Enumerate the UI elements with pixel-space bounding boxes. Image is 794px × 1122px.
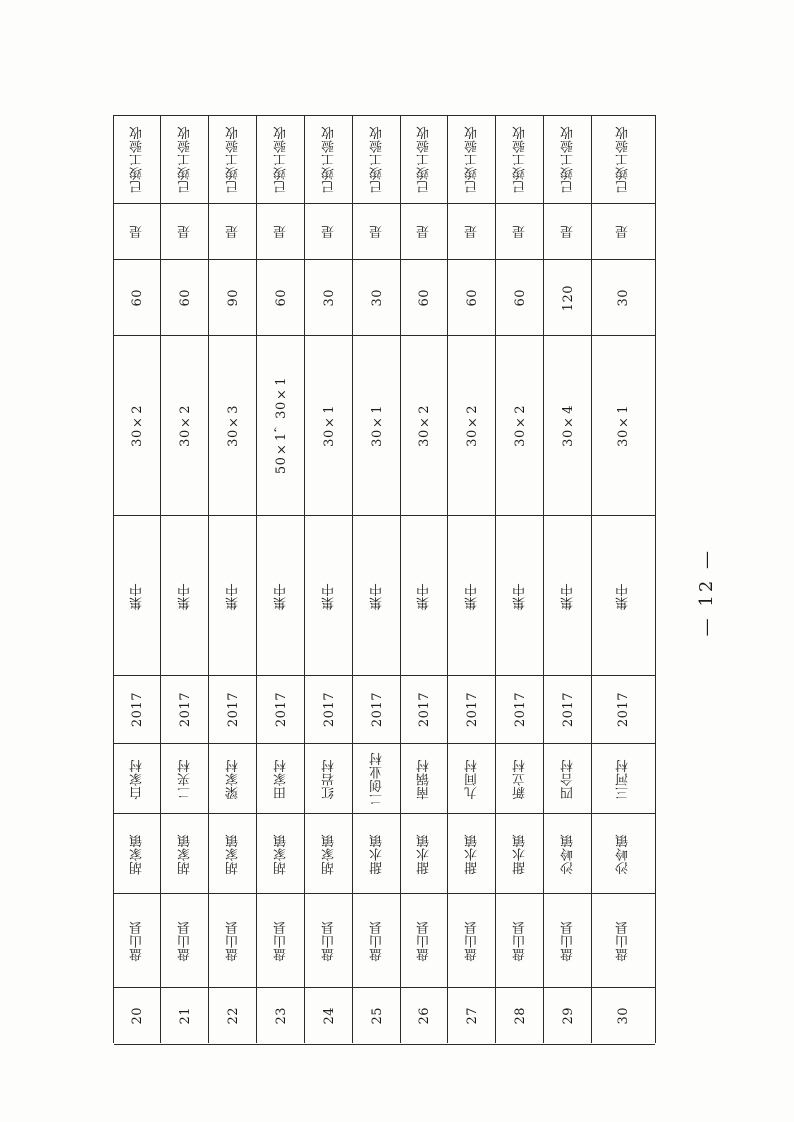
- spec-text: 30×2: [177, 405, 193, 447]
- cell-status: [114, 115, 161, 204]
- status-text: 已竣工验收: [369, 126, 385, 194]
- cell-yes: [544, 203, 592, 260]
- cell-year: [353, 675, 401, 744]
- cell-town: [496, 813, 544, 894]
- yes-text: 是: [512, 225, 528, 239]
- village-text: 白家村: [130, 758, 145, 800]
- no-text: 30: [616, 1007, 631, 1025]
- cell-town: [161, 813, 209, 894]
- cell-status: [257, 115, 305, 204]
- village-text: 南锅村: [417, 758, 432, 800]
- cell-village: [592, 743, 655, 814]
- cell-mode: [257, 515, 305, 676]
- county-text: 盘山县: [417, 920, 432, 962]
- cell-yes: [257, 203, 305, 260]
- cell-mode: [353, 515, 401, 676]
- yes-text: 是: [616, 225, 631, 239]
- cell-value: [401, 259, 448, 336]
- value-text: 60: [177, 289, 193, 307]
- spec-text: 30×1: [616, 405, 631, 447]
- cell-value: [496, 259, 544, 336]
- town-text: 甜水镇: [369, 833, 385, 875]
- village-text: 四合村: [560, 758, 576, 800]
- yes-text: 是: [273, 225, 289, 239]
- village-text: 九间村: [464, 758, 480, 800]
- yes-text: 是: [225, 225, 241, 239]
- cell-no: [592, 987, 655, 1045]
- year-text: 2017: [616, 692, 631, 728]
- cell-spec: [305, 335, 353, 516]
- no-text: 22: [225, 1007, 241, 1025]
- cell-no: [353, 987, 401, 1045]
- cell-no: [401, 987, 448, 1045]
- cell-year: [544, 675, 592, 744]
- value-text: 30: [321, 289, 337, 307]
- cell-town: [448, 813, 496, 894]
- yes-text: 是: [130, 225, 145, 239]
- cell-status: [544, 115, 592, 204]
- cell-no: [305, 987, 353, 1045]
- cell-county: [209, 893, 257, 988]
- cell-mode: [401, 515, 448, 676]
- county-text: 盘山县: [464, 920, 480, 962]
- status-text: 已竣工验收: [616, 126, 631, 194]
- cell-county: [544, 893, 592, 988]
- cell-county: [401, 893, 448, 988]
- year-text: 2017: [321, 692, 337, 728]
- town-text: 胡家镇: [177, 833, 193, 875]
- status-text: 已竣工验收: [417, 126, 432, 194]
- no-text: 24: [321, 1007, 337, 1025]
- cell-town: [544, 813, 592, 894]
- cell-no: [257, 987, 305, 1045]
- no-text: 23: [273, 1007, 289, 1025]
- mode-text: 集中: [616, 582, 631, 610]
- spec-text: 50×1，30×1: [273, 377, 289, 475]
- year-text: 2017: [417, 692, 432, 728]
- status-text: 已竣工验收: [273, 126, 289, 194]
- value-text: 60: [130, 289, 145, 307]
- cell-yes: [161, 203, 209, 260]
- cell-no: [161, 987, 209, 1045]
- status-text: 已竣工验收: [225, 126, 241, 194]
- yes-text: 是: [321, 225, 337, 239]
- yes-text: 是: [560, 225, 576, 239]
- town-text: 胡家镇: [130, 833, 145, 875]
- status-text: 已竣工验收: [321, 126, 337, 194]
- value-text: 30: [369, 289, 385, 307]
- table-row: [495, 115, 544, 1043]
- cell-town: [257, 813, 305, 894]
- town-text: 胡家镇: [273, 833, 289, 875]
- cell-value: [544, 259, 592, 336]
- cell-mode: [305, 515, 353, 676]
- cell-no: [114, 987, 161, 1045]
- cell-county: [448, 893, 496, 988]
- cell-spec: [209, 335, 257, 516]
- value-text: 60: [464, 289, 480, 307]
- mode-text: 集中: [417, 582, 432, 610]
- cell-village: [257, 743, 305, 814]
- no-text: 26: [417, 1007, 432, 1025]
- status-text: 已竣工验收: [177, 126, 193, 194]
- cell-no: [209, 987, 257, 1045]
- year-text: 2017: [464, 692, 480, 728]
- cell-spec: [496, 335, 544, 516]
- mode-text: 集中: [177, 582, 193, 610]
- status-text: 已竣工验收: [512, 126, 528, 194]
- county-text: 盘山县: [177, 920, 193, 962]
- cell-year: [209, 675, 257, 744]
- cell-mode: [161, 515, 209, 676]
- village-text: 二创业村: [369, 752, 385, 806]
- table-row: [160, 115, 209, 1043]
- year-text: 2017: [225, 692, 241, 728]
- cell-no: [544, 987, 592, 1045]
- cell-year: [305, 675, 353, 744]
- spec-text: 30×2: [417, 405, 432, 447]
- yes-text: 是: [177, 225, 193, 239]
- year-text: 2017: [177, 692, 193, 728]
- cell-county: [161, 893, 209, 988]
- value-text: 60: [417, 289, 432, 307]
- cell-town: [114, 813, 161, 894]
- table-row: [447, 115, 496, 1043]
- yes-text: 是: [417, 225, 432, 239]
- cell-spec: [401, 335, 448, 516]
- cell-status: [161, 115, 209, 204]
- cell-yes: [114, 203, 161, 260]
- cell-status: [305, 115, 353, 204]
- county-text: 盘山县: [560, 920, 576, 962]
- village-text: 梁家村: [225, 758, 241, 800]
- page-number: — 12 —: [696, 548, 717, 637]
- cell-year: [257, 675, 305, 744]
- cell-status: [401, 115, 448, 204]
- cell-no: [496, 987, 544, 1045]
- cell-mode: [448, 515, 496, 676]
- table-row: [591, 115, 656, 1043]
- cell-county: [305, 893, 353, 988]
- data-table: [113, 115, 654, 1043]
- county-text: 盘山县: [616, 920, 631, 962]
- year-text: 2017: [130, 692, 145, 728]
- county-text: 盘山县: [321, 920, 337, 962]
- village-text: 新立村: [512, 758, 528, 800]
- cell-yes: [353, 203, 401, 260]
- cell-county: [353, 893, 401, 988]
- county-text: 盘山县: [512, 920, 528, 962]
- cell-mode: [592, 515, 655, 676]
- spec-text: 30×2: [130, 405, 145, 447]
- year-text: 2017: [512, 692, 528, 728]
- table-row: [304, 115, 353, 1043]
- cell-year: [114, 675, 161, 744]
- cell-town: [209, 813, 257, 894]
- spec-text: 30×1: [321, 405, 337, 447]
- mode-text: 集中: [321, 582, 337, 610]
- cell-value: [305, 259, 353, 336]
- mode-text: 集中: [512, 582, 528, 610]
- county-text: 盘山县: [130, 920, 145, 962]
- cell-status: [592, 115, 655, 204]
- mode-text: 集中: [225, 582, 241, 610]
- spec-text: 30×4: [560, 405, 576, 447]
- cell-mode: [496, 515, 544, 676]
- town-text: 甜水镇: [417, 833, 432, 875]
- value-text: 60: [273, 289, 289, 307]
- cell-village: [544, 743, 592, 814]
- cell-spec: [592, 335, 655, 516]
- cell-yes: [305, 203, 353, 260]
- cell-town: [305, 813, 353, 894]
- year-text: 2017: [273, 692, 289, 728]
- county-text: 盘山县: [369, 920, 385, 962]
- cell-value: [448, 259, 496, 336]
- county-text: 盘山县: [225, 920, 241, 962]
- spec-text: 30×2: [512, 405, 528, 447]
- county-text: 盘山县: [273, 920, 289, 962]
- cell-mode: [544, 515, 592, 676]
- value-text: 30: [616, 289, 631, 307]
- town-text: 甜水镇: [512, 833, 528, 875]
- cell-status: [209, 115, 257, 204]
- value-text: 120: [560, 284, 576, 312]
- status-text: 已竣工验收: [130, 126, 145, 194]
- no-text: 29: [560, 1007, 576, 1025]
- year-text: 2017: [369, 692, 385, 728]
- cell-yes: [592, 203, 655, 260]
- mode-text: 集中: [273, 582, 289, 610]
- yes-text: 是: [464, 225, 480, 239]
- cell-value: [161, 259, 209, 336]
- cell-yes: [448, 203, 496, 260]
- cell-spec: [114, 335, 161, 516]
- cell-county: [496, 893, 544, 988]
- value-text: 60: [512, 289, 528, 307]
- table-row: [543, 115, 592, 1043]
- cell-year: [401, 675, 448, 744]
- cell-yes: [401, 203, 448, 260]
- town-text: 甜水镇: [464, 833, 480, 875]
- cell-county: [114, 893, 161, 988]
- mode-text: 集中: [560, 582, 576, 610]
- cell-yes: [496, 203, 544, 260]
- cell-mode: [209, 515, 257, 676]
- cell-village: [161, 743, 209, 814]
- cell-village: [209, 743, 257, 814]
- cell-village: [114, 743, 161, 814]
- cell-status: [496, 115, 544, 204]
- spec-text: 30×1: [369, 405, 385, 447]
- table-row: [400, 115, 448, 1043]
- yes-text: 是: [369, 225, 385, 239]
- mode-text: 集中: [130, 582, 145, 610]
- town-text: 沙岭镇: [616, 833, 631, 875]
- cell-yes: [209, 203, 257, 260]
- village-text: 田家村: [273, 758, 289, 800]
- cell-year: [592, 675, 655, 744]
- village-text: 三河村: [616, 758, 631, 800]
- cell-town: [592, 813, 655, 894]
- cell-status: [353, 115, 401, 204]
- cell-county: [257, 893, 305, 988]
- cell-year: [161, 675, 209, 744]
- cell-value: [353, 259, 401, 336]
- cell-county: [592, 893, 655, 988]
- cell-no: [448, 987, 496, 1045]
- cell-village: [401, 743, 448, 814]
- table-row: [352, 115, 401, 1043]
- cell-status: [448, 115, 496, 204]
- table-row: [208, 115, 257, 1043]
- cell-spec: [257, 335, 305, 516]
- cell-village: [353, 743, 401, 814]
- year-text: 2017: [560, 692, 576, 728]
- cell-town: [401, 813, 448, 894]
- no-text: 27: [464, 1007, 480, 1025]
- no-text: 25: [369, 1007, 385, 1025]
- cell-spec: [448, 335, 496, 516]
- cell-value: [114, 259, 161, 336]
- cell-value: [257, 259, 305, 336]
- cell-value: [209, 259, 257, 336]
- cell-value: [592, 259, 655, 336]
- cell-spec: [353, 335, 401, 516]
- cell-spec: [161, 335, 209, 516]
- cell-spec: [544, 335, 592, 516]
- cell-village: [305, 743, 353, 814]
- town-text: 胡家镇: [321, 833, 337, 875]
- status-text: 已竣工验收: [464, 126, 480, 194]
- no-text: 21: [177, 1007, 193, 1025]
- cell-village: [496, 743, 544, 814]
- no-text: 28: [512, 1007, 528, 1025]
- village-text: 红岩村: [321, 758, 337, 800]
- no-text: 20: [130, 1007, 145, 1025]
- mode-text: 集中: [464, 582, 480, 610]
- cell-mode: [114, 515, 161, 676]
- table-row: [113, 115, 161, 1043]
- cell-town: [353, 813, 401, 894]
- cell-year: [448, 675, 496, 744]
- spec-text: 30×2: [464, 405, 480, 447]
- cell-village: [448, 743, 496, 814]
- town-text: 沙岭镇: [560, 833, 576, 875]
- table-row: [256, 115, 305, 1043]
- village-text: 二夹村: [177, 758, 193, 800]
- cell-year: [496, 675, 544, 744]
- town-text: 胡家镇: [225, 833, 241, 875]
- status-text: 已竣工验收: [560, 126, 576, 194]
- value-text: 90: [225, 289, 241, 307]
- mode-text: 集中: [369, 582, 385, 610]
- spec-text: 30×3: [225, 405, 241, 447]
